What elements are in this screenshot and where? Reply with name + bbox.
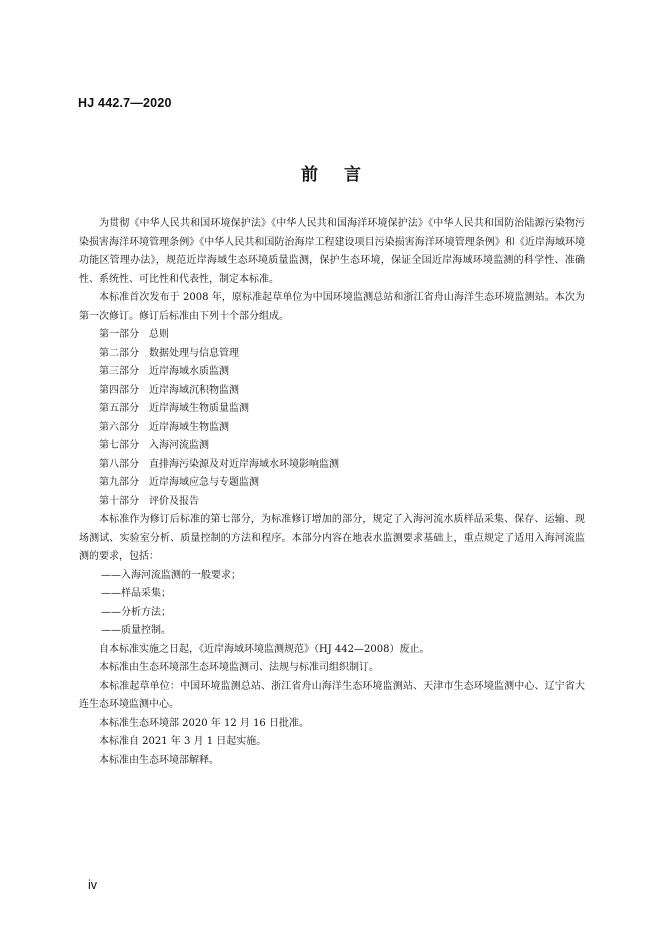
- foreword-body: [79, 215, 585, 770]
- closing-paragraph: 本标准起草单位：中国环境监测总站、浙江省舟山海洋生态环境监测站、天津市生态环境监测中心、辽宁省大连生态环境监测中心。: [79, 680, 585, 710]
- part-item: 第九部分 近岸海域应急与专题监测: [99, 477, 259, 488]
- intro-paragraph: 为贯彻《中华人民共和国环境保护法》《中华人民共和国海洋环境保护法》《中华人民共和国防治陆源污染物污染损害海洋环境管理条例》《中华人民共和国防治海岸工程建设项目污染损害海洋环境管理条例》和《近岸海域环境功能区管理办法》，规范近岸海域生态环境质量监测，保护生态环境，保证全国近岸海域环境监测的科学性、准确性、系统性、可比性和代表性，制定本标准。: [79, 218, 585, 285]
- standard-code-header: HJ 442.7—2020: [78, 96, 172, 110]
- closing-paragraph: 本标准由生态环境部解释。: [99, 754, 219, 766]
- part-item: 第八部分 直排海污染源及对近岸海域水环境影响监测: [99, 458, 339, 470]
- closing-paragraph: 本标准生态环境部 2020 年 12 月 16 日批准。: [99, 717, 309, 729]
- requirement-item: ——入海河流监测的一般要求；: [101, 569, 241, 581]
- closing-paragraph: 自本标准实施之日起，《近岸海域环境监测规范》（HJ 442—2008）废止。: [99, 643, 430, 655]
- page-number: iv: [88, 878, 98, 892]
- part-item: 第四部分 近岸海域沉积物监测: [99, 384, 239, 396]
- part-item: 第二部分 数据处理与信息管理: [99, 347, 239, 359]
- requirement-item: ——样品采集；: [101, 588, 171, 599]
- requirement-item: ——质量控制。: [101, 625, 171, 636]
- page-title: 前言: [301, 165, 387, 185]
- part-item: 第六部分 近岸海域生物监测: [99, 421, 229, 433]
- closing-paragraph: 本标准由生态环境部生态环境监测司、法规与标准司组织制订。: [99, 662, 379, 673]
- scope-paragraph: 本标准作为修订后标准的第七部分，为标准修订增加的部分，规定了入海河流水质样品采集、保存、运输、现场测试、实验室分析、质量控制的方法和程序。本部分内容在地表水监测要求基础上，重点规定了适用入海河流监测的要求，包括：: [79, 514, 585, 562]
- history-paragraph: 本标准首次发布于 2008 年，原标准起草单位为中国环境监测总站和浙江省舟山海洋生态环境监测站。本次为第一次修订。修订后标准由下列十个部分组成。: [79, 292, 585, 322]
- part-item: 第三部分 近岸海域水质监测: [99, 366, 229, 377]
- part-item: 第五部分 近岸海域生物质量监测: [99, 403, 249, 414]
- part-item: 第七部分 入海河流监测: [99, 440, 209, 451]
- requirement-item: ——分析方法；: [101, 606, 171, 618]
- closing-paragraph: 本标准自 2021 年 3 月 1 日起实施。: [99, 736, 267, 747]
- part-item: 第十部分 评价及报告: [99, 495, 199, 507]
- part-item: 第一部分 总则: [99, 329, 169, 340]
